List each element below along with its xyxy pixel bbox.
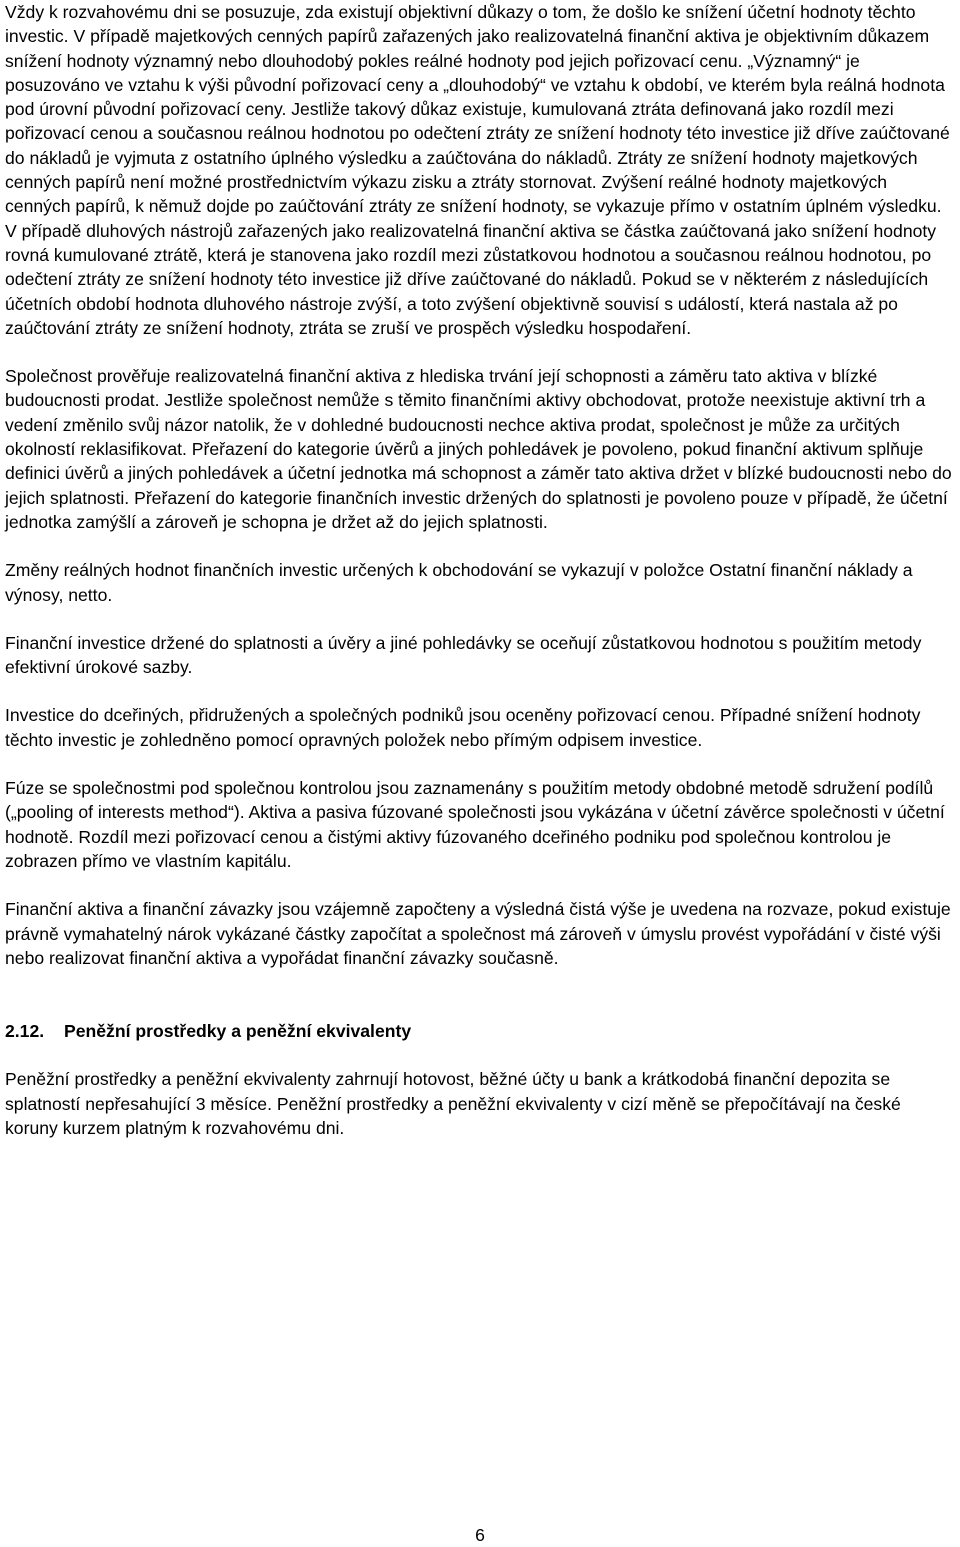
paragraph-impairment-assessment: Vždy k rozvahovému dni se posuzuje, zda existují objektivní důkazy o tom, že došlo ke snížení účetní hodnoty těchto investic. V případě majetkových cenných papírů zařazených jako realizovatelná finanční aktiva je objektivním důkazem snížení hodnoty významný nebo dlouhodobý pokles reálné hodnoty pod jejich pořizovací cenu. „Významný“ je posuzováno ve vztahu k výši původní pořizovací ceny a „dlouhodobý“ ve vztahu k období, ve kterém byla reálná hodnota pod úrovní původní pořizovací ceny. Jestliže takový důkaz existuje, kumulovaná ztráta definovaná jako rozdíl mezi pořizovací cenou a současnou reálnou hodnotou po odečtení ztráty ze snížení hodnoty této investice již dříve zaúčtované do nákladů je vyjmuta z ostatního úplného výsledku a zaúčtována do nákladů. Ztráty ze snížení hodnoty majetkových cenných papírů není možné prostřednictvím výkazu zisku a ztráty stornovat. Zvýšení reálné hodnoty majetkových cenných papírů, k němuž dojde po zaúčtování ztráty ze snížení hodnoty, se vykazuje přímo v ostatním úplném výsledku. V případě dluhových nástrojů zařazených jako realizovatelná finanční aktiva se částka zaúčtovaná jako snížení hodnoty rovná kumulované ztrátě, která je stanovena jako rozdíl mezi zůstatkovou hodnotou a současnou reálnou hodnotou, po odečtení ztráty ze snížení hodnoty této investice již dříve zaúčtované do nákladů. Pokud se v některém z následujících účetních období hodnota dluhového nástroje zvýší, a toto zvýšení objektivně souvisí s událostí, která nastala až po zaúčtování ztráty ze snížení hodnoty, ztráta se zruší ve prospěch výsledku hospodaření. xyxy=(5,2,950,338)
page-number: 6 xyxy=(475,1525,485,1545)
paragraph-held-to-maturity: Finanční investice držené do splatnosti a úvěry a jiné pohledávky se oceňují zůstatkovou hodnotou s použitím metody efektivní úrokové sazby. xyxy=(5,632,922,678)
paragraph-fair-value-changes: Změny reálných hodnot finančních investic určených k obchodování se vykazují v položce Ostatní finanční náklady a výnosy, netto. xyxy=(5,560,913,605)
section-number: 2.12. xyxy=(5,1021,45,1042)
section-title: Peněžní prostředky a peněžní ekvivalenty xyxy=(64,1021,412,1042)
document-page xyxy=(5,0,955,1140)
paragraph-cash-equivalents: Peněžní prostředky a peněžní ekvivalenty zahrnují hotovost, běžné účty u bank a krátkodobá finanční depozita se splatností nepřesahující 3 měsíce. Peněžní prostředky a peněžní ekvivalenty v cizí měně se přepočítávají na české koruny kurzem platným k rozvahovému dni. xyxy=(5,1069,901,1138)
section-heading xyxy=(5,1019,955,1043)
paragraph-reclassification: Společnost prověřuje realizovatelná finanční aktiva z hlediska trvání její schopnosti a záměru tato aktiva v blízké budoucnosti prodat. Jestliže společnost nemůže s těmito finančními aktivy obchodovat, protože neexistuje aktivní trh a vedení změnilo svůj názor natolik, že v dohledné budoucnosti nechce aktiva prodat, společnost je může za určitých okolností reklasifikovat. Přeřazení do kategorie úvěrů a jiných pohledávek je povoleno, pokud finanční aktivum splňuje definici úvěrů a jiných pohledávek a účetní jednotka má schopnost a záměr tato aktiva držet v blízké budoucnosti nebo do jejich splatnosti. Přeřazení do kategorie finančních investic držených do splatnosti je povoleno pouze v případě, že účetní jednotka zamýšlí a zároveň je schopna je držet až do jejich splatnosti. xyxy=(5,366,952,532)
paragraph-mergers: Fúze se společnostmi pod společnou kontrolou jsou zaznamenány s použitím metody obdobné metodě sdružení podílů („pooling of interests method“). Aktiva a pasiva fúzované společnosti jsou vykázána v účetní závěrce společnosti v účetní hodnotě. Rozdíl mezi pořizovací cenou a čistými aktivy fúzovaného dceřiného podniku pod společnou kontrolou je zobrazen přímo ve vlastním kapitálu. xyxy=(5,778,945,871)
paragraph-subsidiary-investments: Investice do dceřiných, přidružených a společných podniků jsou oceněny pořizovací cenou. Případné snížení hodnoty těchto investic je zohledněno pomocí opravných položek nebo přímým odpisem investice. xyxy=(5,705,921,750)
paragraph-offsetting: Finanční aktiva a finanční závazky jsou vzájemně započteny a výsledná čistá výše je uvedena na rozvaze, pokud existuje právně vymahatelný nárok vykázané částky započítat a společnost má zároveň v úmyslu provést vypořádání v čisté výši nebo realizovat finanční aktiva a vypořádat finanční závazky současně. xyxy=(5,899,951,968)
